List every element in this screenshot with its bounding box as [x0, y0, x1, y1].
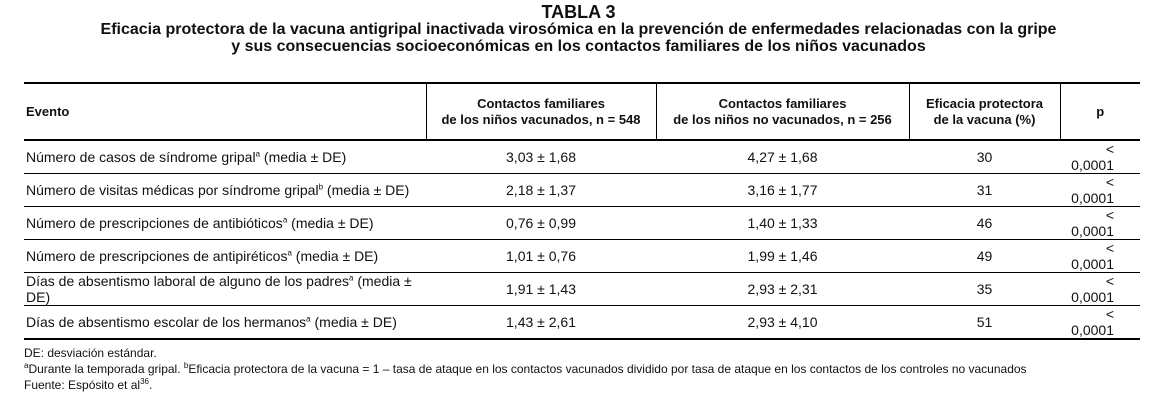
column-header-unvaccinated-line-2: de los niños no vacunados, n = 256	[673, 111, 892, 127]
p-value: < 0,0001	[1060, 273, 1140, 306]
event-cell	[24, 306, 426, 340]
source-reference: 36	[140, 377, 149, 387]
footnote-marker-b: b	[183, 361, 189, 371]
event-suffix: (media ± DE)	[323, 182, 410, 198]
results-table	[24, 82, 1140, 340]
table-title-line-1: Eficacia protectora de la vacuna antigripal inactivada virosómica en la prevención de enfermedades relacionadas con la gripe	[100, 20, 1057, 38]
efficacy-value: 31	[909, 174, 1060, 207]
footnote-marker: b	[318, 182, 324, 192]
footnote-ab	[24, 361, 1027, 377]
unvaccinated-value: 2,93 ± 4,10	[656, 306, 909, 340]
column-header-p: p	[1060, 83, 1140, 140]
p-value: < 0,0001	[1060, 174, 1140, 207]
event-suffix: (media ± DE)	[260, 149, 347, 165]
column-header-vaccinated-line-1: Contactos familiares	[477, 95, 605, 111]
unvaccinated-value: 4,27 ± 1,68	[656, 140, 909, 174]
efficacy-value: 51	[909, 306, 1060, 340]
column-header-efficacy-line-1: Eficacia protectora	[925, 95, 1044, 111]
unvaccinated-value: 1,99 ± 1,46	[656, 240, 909, 273]
event-cell	[24, 273, 426, 306]
table-footnotes	[24, 345, 1027, 394]
event-suffix: (media ± DE)	[291, 248, 379, 264]
table-row	[24, 240, 1140, 273]
event-cell	[24, 140, 426, 174]
efficacy-value: 35	[909, 273, 1060, 306]
table-header-row	[24, 83, 1140, 140]
efficacy-value: 30	[909, 140, 1060, 174]
footnote-marker: a	[287, 248, 292, 258]
footnote-marker-a: a	[24, 361, 29, 371]
p-value: < 0,0001	[1060, 140, 1140, 174]
event-label: Número de prescripciones de antibióticos	[26, 215, 283, 231]
source-text: Fuente: Espósito et al	[24, 378, 141, 393]
table-row	[24, 140, 1140, 174]
p-value: < 0,0001	[1060, 240, 1140, 273]
column-header-efficacy	[909, 83, 1060, 140]
vaccinated-value: 2,18 ± 1,37	[426, 174, 656, 207]
table-heading	[0, 0, 1157, 55]
footnote-marker: a	[255, 149, 261, 159]
column-header-unvaccinated	[656, 83, 909, 140]
table-title-line-2: y sus consecuencias socioeconómicas en los contactos familiares de los niños vacunados	[231, 37, 926, 55]
event-suffix: (media ± DE)	[310, 314, 397, 330]
column-header-efficacy-line-2: de la vacuna (%)	[933, 111, 1036, 127]
footnote-marker: a	[348, 273, 354, 283]
source-note	[24, 377, 1027, 393]
table-row	[24, 207, 1140, 240]
table-row	[24, 174, 1140, 207]
table-number: TABLA 3	[541, 2, 616, 22]
vaccinated-value: 0,76 ± 0,99	[426, 207, 656, 240]
table-row	[24, 306, 1140, 340]
footnote-marker: a	[306, 314, 311, 324]
column-header-vaccinated-line-2: de los niños vacunados, n = 548	[441, 111, 641, 127]
event-label: Días de absentismo laboral de alguno de los padres	[26, 273, 349, 289]
source-end: .	[148, 378, 153, 393]
abbreviation-note: DE: desviación estándar.	[24, 346, 157, 360]
event-cell	[24, 174, 426, 207]
table-row	[24, 273, 1140, 306]
unvaccinated-value: 2,93 ± 2,31	[656, 273, 909, 306]
unvaccinated-value: 1,40 ± 1,33	[656, 207, 909, 240]
p-value: < 0,0001	[1060, 207, 1140, 240]
column-header-event: Evento	[24, 83, 426, 140]
vaccinated-value: 1,43 ± 2,61	[426, 306, 656, 340]
event-cell	[24, 207, 426, 240]
column-header-unvaccinated-line-1: Contactos familiares	[718, 95, 847, 111]
event-label: Número de casos de síndrome gripal	[26, 149, 256, 165]
event-label: Número de prescripciones de antipiréticos	[26, 248, 288, 264]
efficacy-value: 49	[909, 240, 1060, 273]
event-suffix: (media ± DE)	[287, 215, 374, 231]
p-value: < 0,0001	[1060, 306, 1140, 340]
vaccinated-value: 3,03 ± 1,68	[426, 140, 656, 174]
event-label: Número de visitas médicas por síndrome gripal	[26, 182, 319, 198]
footnote-a-text: Durante la temporada gripal.	[28, 362, 184, 377]
footnote-b-text: Eficacia protectora de la vacuna = 1 – tasa de ataque en los contactos vacunados dividido por tasa de ataque en los contactos de los controles no vacunados	[188, 362, 1027, 377]
column-header-vaccinated	[426, 83, 656, 140]
vaccinated-value: 1,91 ± 1,43	[426, 273, 656, 306]
vaccinated-value: 1,01 ± 0,76	[426, 240, 656, 273]
unvaccinated-value: 3,16 ± 1,77	[656, 174, 909, 207]
event-label: Días de absentismo escolar de los hermanos	[26, 314, 307, 330]
event-cell	[24, 240, 426, 273]
footnote-marker: a	[282, 215, 288, 225]
event-suffix: (media ± DE)	[26, 273, 412, 305]
efficacy-value: 46	[909, 207, 1060, 240]
